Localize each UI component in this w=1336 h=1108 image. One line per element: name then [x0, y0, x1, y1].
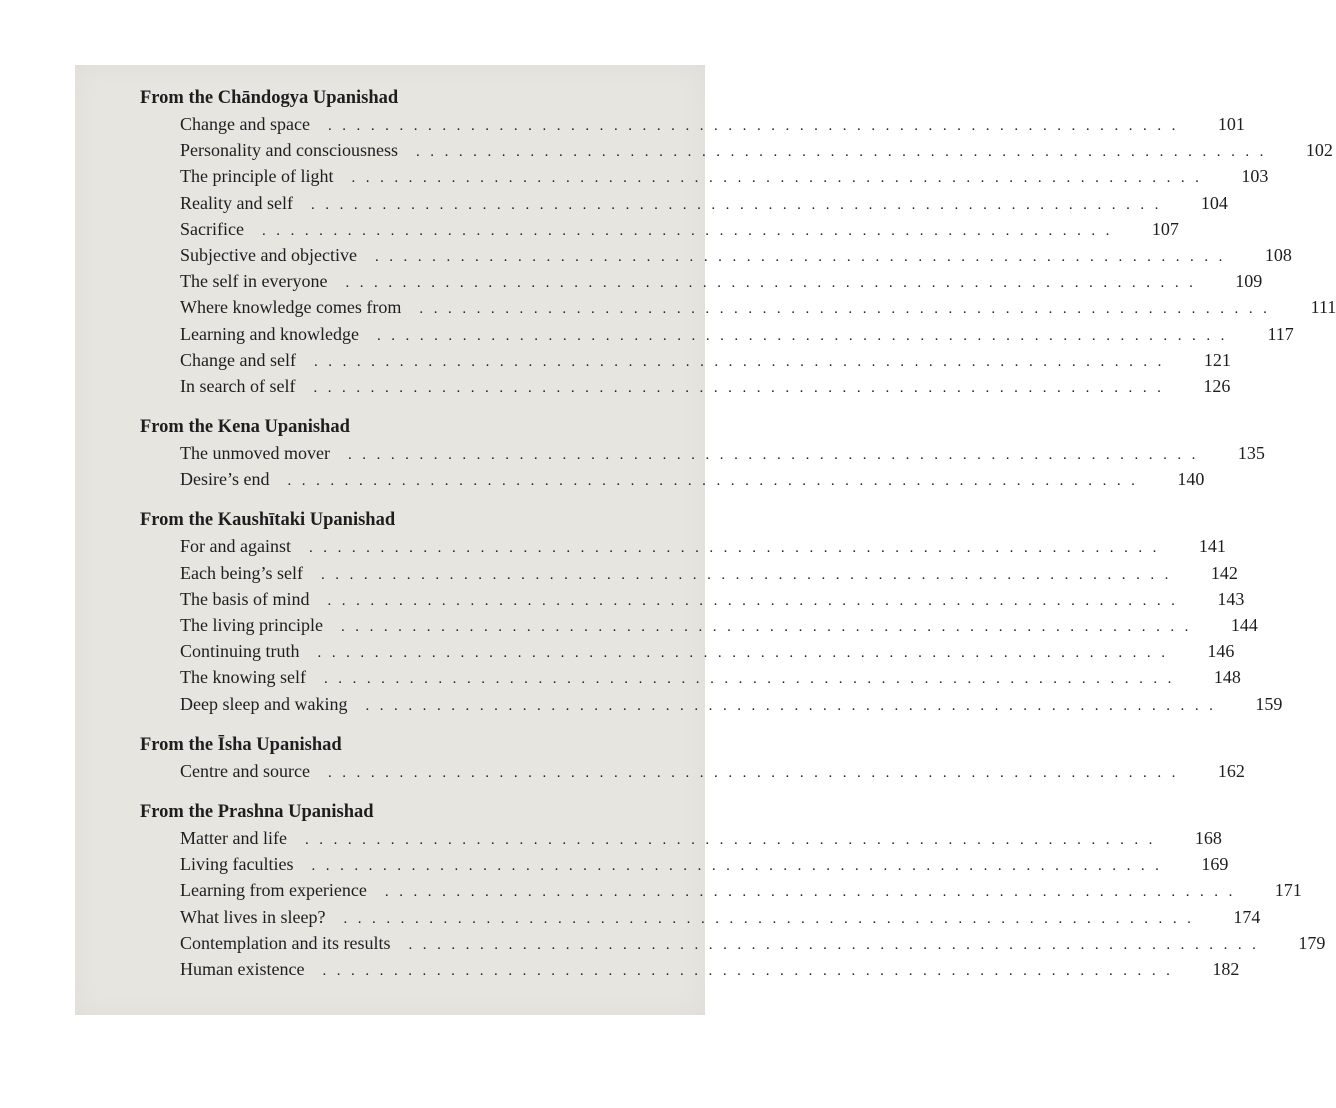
page-number: 142 — [1210, 562, 1238, 583]
dot-leader: . . . . . . . . . . . . . . . . . . . . . . . . . . . . . . . . . . . . . . . . . . . . . . . . . . . . . . . . . . . . — [304, 831, 1156, 848]
toc-entry — [140, 638, 1235, 664]
toc-entry — [140, 877, 1302, 903]
section-heading: From the Kaushītaki Upanishad — [140, 510, 396, 531]
dot-leader: . . . . . . . . . . . . . . . . . . . . . . . . . . . . . . . . . . . . . . . . . . . . . . . . . . . . . . . . . . . . — [308, 540, 1160, 557]
page-number: 140 — [1177, 469, 1205, 490]
dot-leader: . . . . . . . . . . . . . . . . . . . . . . . . . . . . . . . . . . . . . . . . . . . . . . . . . . . . . . . . . . . . — [313, 379, 1165, 396]
toc-entry — [140, 956, 1240, 982]
toc-section — [140, 86, 1336, 399]
dot-leader: . . . . . . . . . . . . . . . . . . . . . . . . . . . . . . . . . . . . . . . . . . . . . . . . . . . . . . . . . . . . — [310, 196, 1162, 213]
entry-title: Change and self — [180, 349, 296, 370]
entry-title: Change and space — [180, 114, 310, 134]
dot-leader: . . . . . . . . . . . . . . . . . . . . . . . . . . . . . . . . . . . . . . . . . . . . . . . . . . . . . . . . . . . . — [347, 447, 1199, 464]
toc-entry — [140, 347, 1231, 373]
page-number: 182 — [1212, 958, 1240, 979]
toc-entry — [140, 586, 1245, 612]
toc-entry — [140, 904, 1261, 930]
dot-leader: . . . . . . . . . . . . . . . . . . . . . . . . . . . . . . . . . . . . . . . . . . . . . . . . . . . . . . . . . . . . — [320, 566, 1172, 583]
dot-leader: . . . . . . . . . . . . . . . . . . . . . . . . . . . . . . . . . . . . . . . . . . . . . . . . . . . . . . . . . . . . — [323, 671, 1175, 688]
page-number: 168 — [1194, 827, 1222, 848]
dot-leader: . . . . . . . . . . . . . . . . . . . . . . . . . . . . . . . . . . . . . . . . . . . . . . . . . . . . . . . . . . . . — [327, 118, 1179, 134]
toc-section — [140, 415, 1265, 492]
entry-title: Learning from experience — [180, 880, 367, 901]
dot-leader: . . . . . . . . . . . . . . . . . . . . . . . . . . . . . . . . . . . . . . . . . . . . . . . . . . . . . . . . . . . . — [313, 353, 1165, 370]
page-number: 126 — [1203, 375, 1231, 396]
toc-entry — [140, 466, 1205, 492]
entry-title: Personality and consciousness — [180, 140, 398, 161]
entry-title: Reality and self — [180, 192, 293, 213]
toc-entry — [140, 560, 1238, 586]
page-number: 103 — [1241, 166, 1269, 187]
page-number: 159 — [1255, 693, 1283, 714]
toc-section — [140, 800, 1326, 982]
page-number: 169 — [1201, 854, 1229, 875]
entry-title: Living faculties — [180, 854, 294, 875]
page-number: 104 — [1200, 192, 1228, 213]
dot-leader: . . . . . . . . . . . . . . . . . . . . . . . . . . . . . . . . . . . . . . . . . . . . . . . . . . . . . . . . . . . . — [365, 697, 1217, 714]
table-of-contents — [140, 86, 1336, 998]
entry-title: Learning and knowledge — [180, 323, 359, 344]
entry-title: In search of self — [180, 375, 296, 396]
toc-entry — [140, 825, 1222, 851]
toc-section — [140, 733, 1245, 784]
page-number: 109 — [1235, 271, 1263, 292]
entry-title: The living principle — [180, 615, 323, 635]
toc-entry — [140, 440, 1265, 466]
dot-leader: . . . . . . . . . . . . . . . . . . . . . . . . . . . . . . . . . . . . . . . . . . . . . . . . . . . . . . . . . . . . — [327, 764, 1179, 781]
entry-title: Where knowledge comes from — [180, 297, 402, 318]
entry-title: Sacrifice — [180, 218, 244, 239]
entry-title: Contemplation and its results — [180, 932, 391, 953]
toc-entry — [140, 242, 1292, 268]
toc-entry — [140, 612, 1258, 638]
toc-entry — [140, 533, 1226, 559]
toc-entry — [140, 268, 1263, 294]
page-number: 135 — [1237, 443, 1265, 464]
page-number: 102 — [1305, 140, 1333, 161]
dot-leader: . . . . . . . . . . . . . . . . . . . . . . . . . . . . . . . . . . . . . . . . . . . . . . . . . . . . . . . . . . . . — [345, 275, 1197, 292]
page-number: 174 — [1233, 906, 1261, 927]
dot-leader: . . . . . . . . . . . . . . . . . . . . . . . . . . . . . . . . . . . . . . . . . . . . . . . . . . . . . . . . . . . . — [340, 619, 1192, 635]
page-number: 171 — [1274, 880, 1302, 901]
dot-leader: . . . . . . . . . . . . . . . . . . . . . . . . . . . . . . . . . . . . . . . . . . . . . . . . . . . . . . . . . . . . — [322, 962, 1174, 979]
entry-title: Subjective and objective — [180, 244, 357, 265]
toc-entry — [140, 294, 1336, 320]
dot-leader: . . . . . . . . . . . . . . . . . . . . . . . . . . . . . . . . . . . . . . . . . . . . . . . . . . . . . . . . . . . . — [317, 645, 1169, 662]
entry-title: Human existence — [180, 958, 305, 979]
dot-leader: . . . . . . . . . . . . . . . . . . . . . . . . . . . . . . . . . . . . . . . . . . . . . . . . . . . . . . . . . . . . — [287, 473, 1139, 490]
entry-title: The unmoved mover — [180, 443, 330, 464]
page-number: 143 — [1217, 588, 1245, 609]
page-number: 101 — [1217, 114, 1245, 134]
dot-leader: . . . . . . . . . . . . . . . . . . . . . . . . . . . . . . . . . . . . . . . . . . . . . . . . . . . . . . . . . . . . — [384, 884, 1236, 901]
toc-entry — [140, 163, 1269, 189]
page-number: 144 — [1230, 615, 1258, 635]
entry-title: Desire’s end — [180, 469, 270, 490]
page-number: 146 — [1207, 641, 1235, 662]
page-number: 117 — [1267, 323, 1294, 344]
toc-entry — [140, 851, 1229, 877]
page-number: 108 — [1264, 244, 1292, 265]
dot-leader: . . . . . . . . . . . . . . . . . . . . . . . . . . . . . . . . . . . . . . . . . . . . . . . . . . . . . . . . . . . . — [374, 248, 1226, 265]
page-number: 141 — [1198, 536, 1226, 557]
toc-entry — [140, 216, 1179, 242]
entry-title: For and against — [180, 536, 291, 557]
entry-title: The self in everyone — [180, 271, 328, 292]
dot-leader: . . . . . . . . . . . . . . . . . . . . . . . . . . . . . . . . . . . . . . . . . . . . . . . . . . . . . . . . . . . . — [351, 170, 1203, 187]
section-heading: From the Īsha Upanishad — [140, 734, 342, 755]
dot-leader: . . . . . . . . . . . . . . . . . . . . . . . . . . . . . . . . . . . . . . . . . . . . . . . . . . . . . . . . . . . . — [343, 910, 1195, 927]
entry-title: Deep sleep and waking — [180, 693, 348, 714]
entry-title: What lives in sleep? — [180, 906, 326, 927]
entry-title: The basis of mind — [180, 588, 310, 609]
page-number: 121 — [1203, 349, 1231, 370]
dot-leader: . . . . . . . . . . . . . . . . . . . . . . . . . . . . . . . . . . . . . . . . . . . . . . . . . . . . . . . . . . . . — [419, 301, 1271, 318]
dot-leader: . . . . . . . . . . . . . . . . . . . . . . . . . . . . . . . . . . . . . . . . . . . . . . . . . . . . . . . . . . . . — [327, 592, 1179, 609]
section-heading: From the Kena Upanishad — [140, 417, 350, 438]
page-number: 107 — [1151, 218, 1179, 239]
toc-entry — [140, 373, 1231, 399]
dot-leader: . . . . . . . . . . . . . . . . . . . . . . . . . . . . . . . . . . . . . . . . . . . . . . . . . . . . . . . . . . . . — [261, 222, 1113, 239]
dot-leader: . . . . . . . . . . . . . . . . . . . . . . . . . . . . . . . . . . . . . . . . . . . . . . . . . . . . . . . . . . . . — [376, 327, 1228, 344]
page-number: 162 — [1217, 760, 1245, 781]
toc-entry — [140, 758, 1245, 784]
dot-leader: . . . . . . . . . . . . . . . . . . . . . . . . . . . . . . . . . . . . . . . . . . . . . . . . . . . . . . . . . . . . — [415, 144, 1267, 161]
entry-title: Continuing truth — [180, 641, 300, 662]
entry-title: Centre and source — [180, 760, 310, 781]
section-heading: From the Chāndogya Upanishad — [140, 88, 399, 108]
toc-entry — [140, 137, 1333, 163]
toc-entry — [140, 190, 1228, 216]
entry-title: The knowing self — [180, 667, 306, 688]
toc-entry — [140, 111, 1245, 137]
dot-leader: . . . . . . . . . . . . . . . . . . . . . . . . . . . . . . . . . . . . . . . . . . . . . . . . . . . . . . . . . . . . — [311, 858, 1163, 875]
toc-entry — [140, 321, 1294, 347]
page-number: 148 — [1213, 667, 1241, 688]
dot-leader: . . . . . . . . . . . . . . . . . . . . . . . . . . . . . . . . . . . . . . . . . . . . . . . . . . . . . . . . . . . . — [408, 936, 1260, 953]
toc-entry — [140, 691, 1283, 717]
toc-entry — [140, 664, 1241, 690]
section-heading: From the Prashna Upanishad — [140, 801, 374, 822]
entry-title: Each being’s self — [180, 562, 303, 583]
page-number: 111 — [1310, 297, 1336, 318]
page-number: 179 — [1298, 932, 1326, 953]
entry-title: The principle of light — [180, 166, 334, 187]
toc-section — [140, 508, 1283, 716]
toc-entry — [140, 930, 1326, 956]
entry-title: Matter and life — [180, 827, 287, 848]
